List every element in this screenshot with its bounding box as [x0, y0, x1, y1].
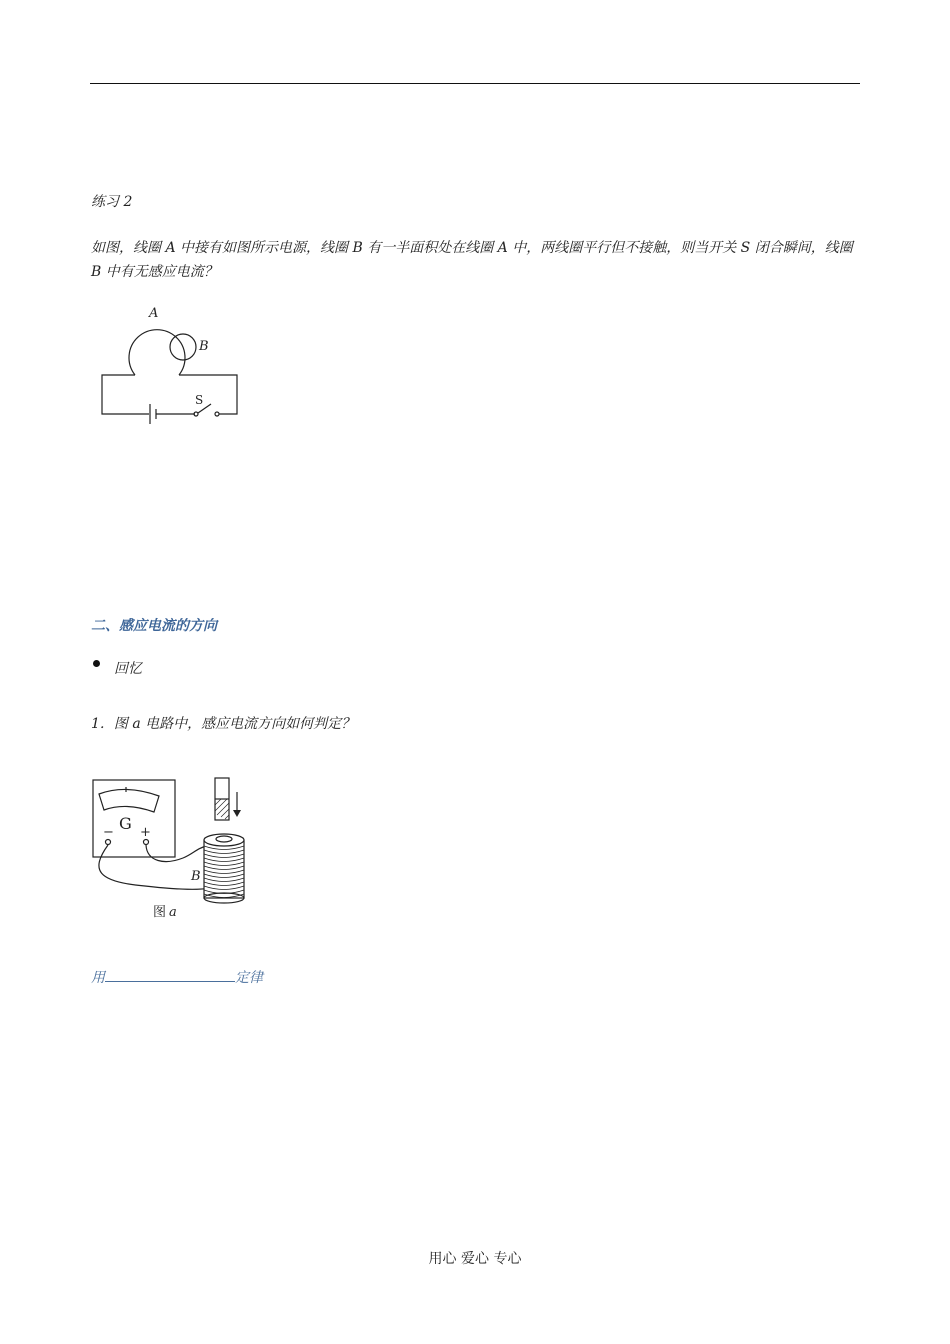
minus-label: − — [103, 825, 114, 840]
answer-blank[interactable] — [105, 965, 235, 982]
label-a: A — [149, 306, 159, 321]
terminal-minus — [106, 840, 111, 845]
caption-letter: a — [169, 905, 177, 920]
answer-line — [91, 965, 263, 990]
answer-suffix: 定律 — [235, 970, 263, 986]
header-rule — [90, 83, 860, 84]
bullet-icon — [93, 660, 100, 667]
caption-prefix: 图 — [153, 905, 167, 920]
label-b: B — [199, 339, 209, 354]
wire-plus — [146, 845, 207, 862]
coil-a — [129, 330, 185, 375]
coil-circuit-figure — [95, 300, 245, 430]
label-s: S — [195, 393, 204, 407]
bullet-text: 回忆 — [114, 661, 142, 677]
plus-label: + — [140, 825, 151, 840]
page-footer: 用心 爱心 专心 — [428, 1251, 522, 1267]
answer-prefix: 用 — [91, 970, 105, 986]
terminal-plus — [144, 840, 149, 845]
exercise-question: 如图，线圈 A 中接有如图所示电源，线圈 B 有一半面积处在线圈 A 中，两线圈平行但不接触，则当开关 S 闭合瞬间，线圈 B 中有无感应电流？ — [91, 240, 853, 280]
meter-label: G — [119, 814, 132, 833]
question-1: 1．图 a 电路中，感应电流方向如何判定？ — [91, 716, 356, 732]
switch-contact-right — [215, 412, 219, 416]
section-heading: 二、感应电流的方向 — [91, 618, 217, 634]
exercise-title: 练习 2 — [91, 194, 133, 210]
galvanometer-figure — [85, 770, 275, 925]
coil-label: B — [191, 869, 201, 884]
